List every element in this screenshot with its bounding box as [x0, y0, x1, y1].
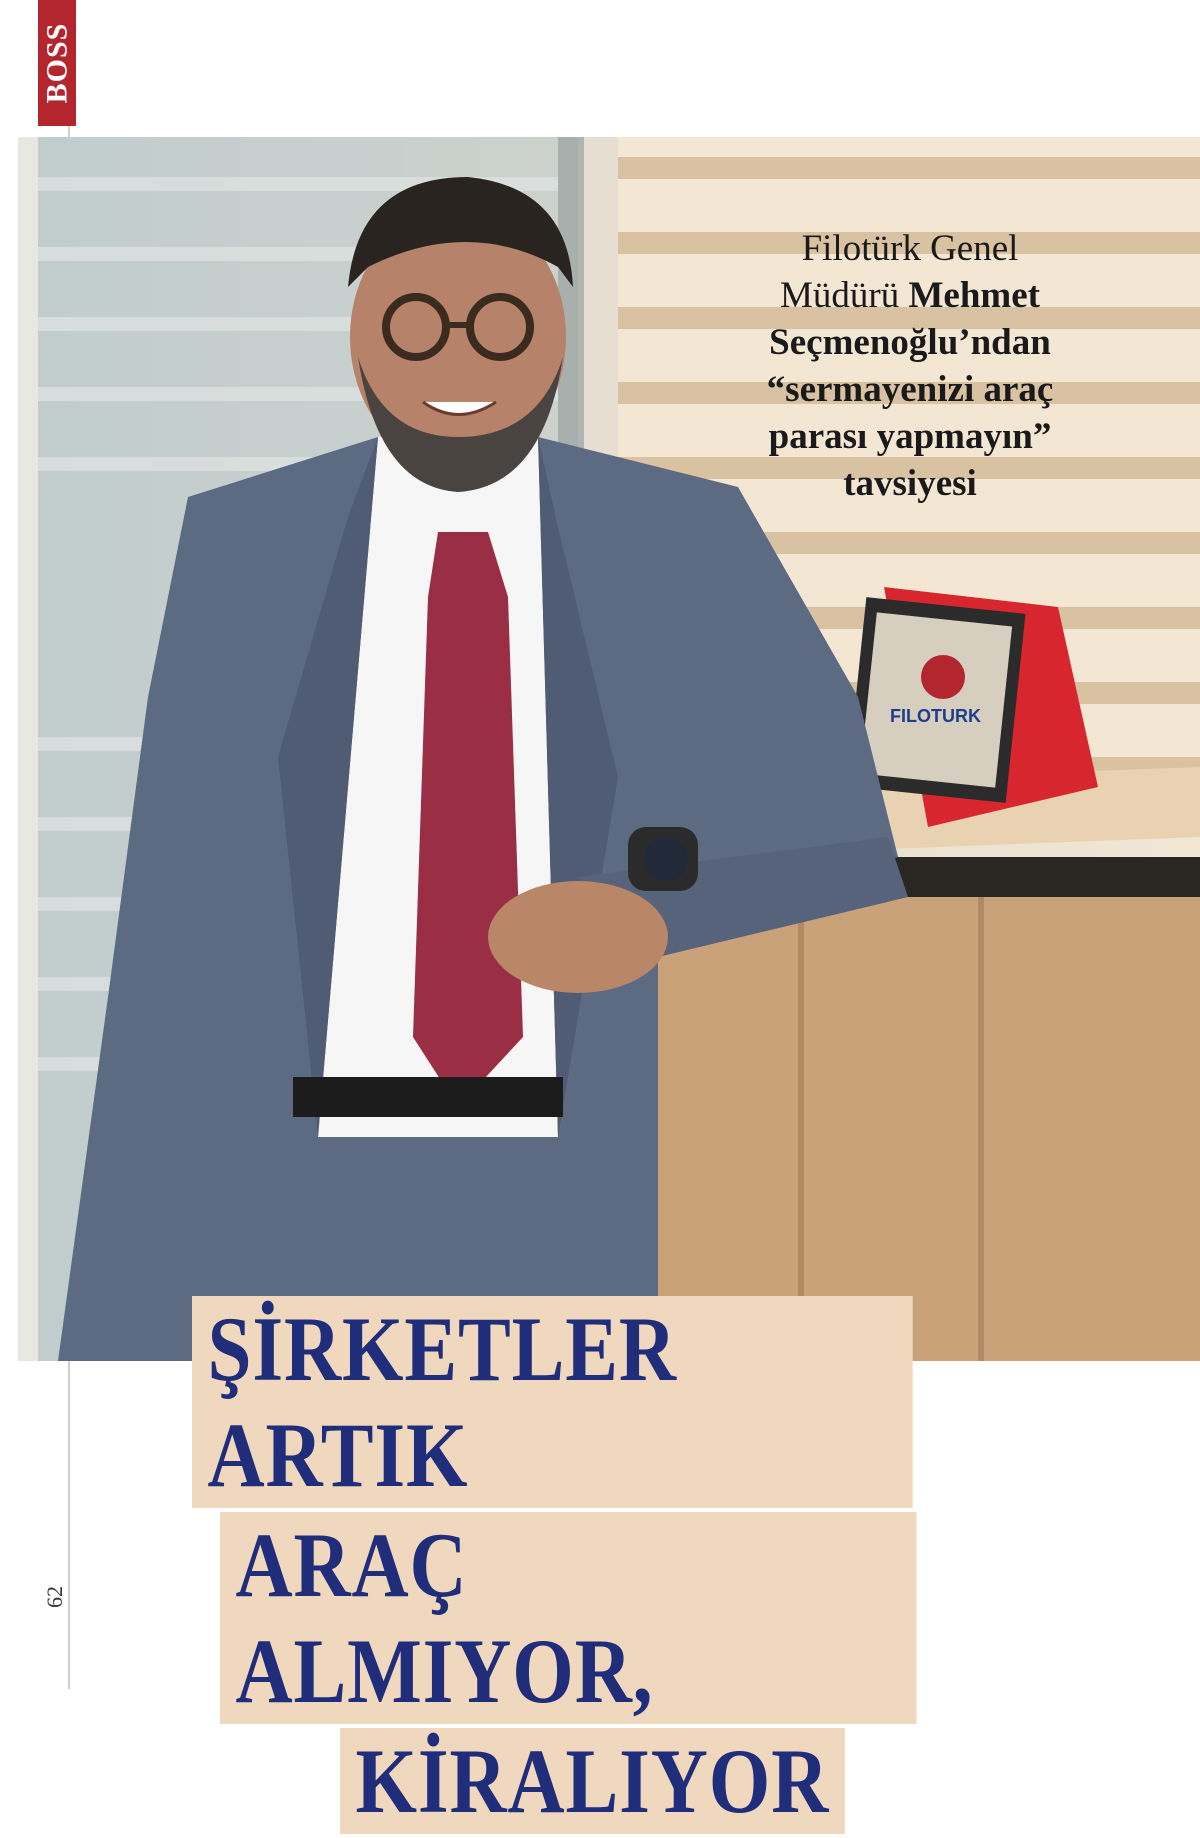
- headline-line-1: ŞİRKETLER ARTIK: [192, 1296, 913, 1508]
- brand-logo: BOSS: [40, 22, 73, 104]
- caption-line-2-bold: Mehmet: [908, 275, 1040, 316]
- headline-line-3: KİRALIYOR: [340, 1728, 845, 1834]
- page-number: 62: [42, 1586, 67, 1608]
- photo-caption: [700, 225, 1120, 507]
- headline-line-2: ARAÇ ALMIYOR,: [220, 1512, 917, 1724]
- caption-line-3: Seçmenoğlu’ndan: [769, 322, 1051, 363]
- caption-line-5: parası yapmayın”: [768, 416, 1052, 457]
- caption-line-4: “sermayenizi araç: [766, 369, 1054, 410]
- article-headline: [170, 1296, 1030, 1838]
- caption-line-2-light: Müdürü: [780, 275, 909, 316]
- caption-line-6: tavsiyesi: [843, 463, 977, 504]
- brand-badge: [38, 0, 76, 126]
- caption-line-1: Filotürk Genel: [801, 228, 1019, 269]
- page-number-wrap: [38, 1572, 72, 1622]
- caption-line-2: [700, 272, 1120, 319]
- plaque-logo: FILOTURK: [890, 706, 981, 726]
